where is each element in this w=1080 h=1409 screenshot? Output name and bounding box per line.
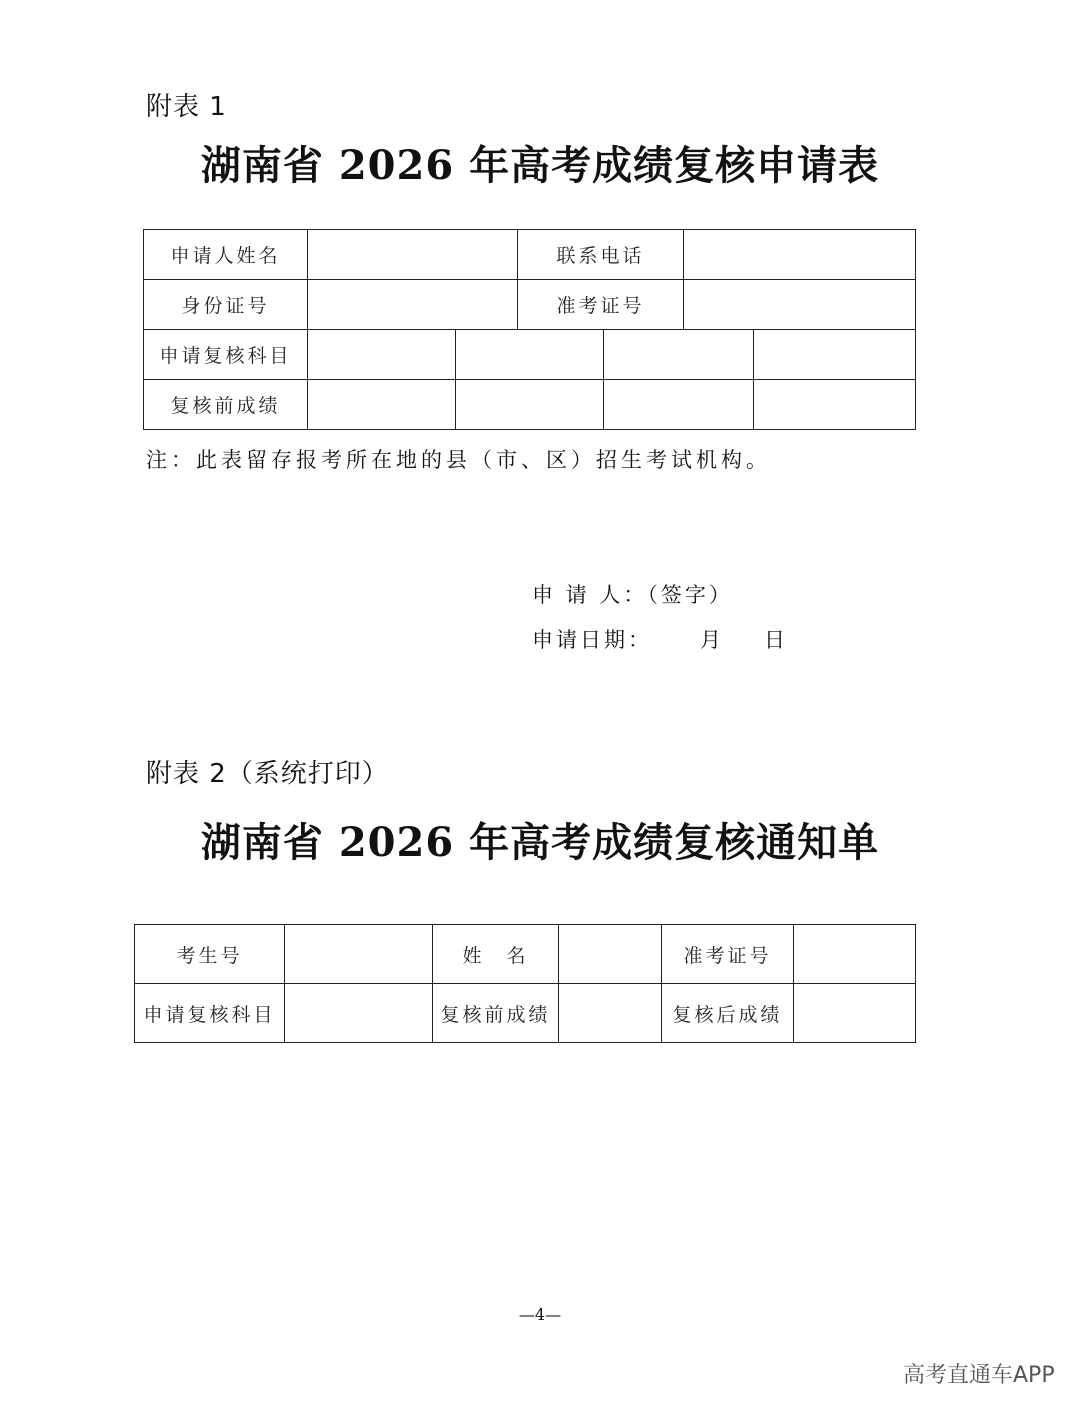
admission-number-cell — [794, 925, 916, 984]
subjects-label: 申请复核科目 — [144, 330, 308, 380]
scores-before-cell — [559, 984, 662, 1043]
admission-number-label: 准考证号 — [518, 280, 684, 330]
phone-label: 联系电话 — [518, 230, 684, 280]
admission-number-cell[interactable] — [684, 280, 916, 330]
date-label: 申请日期： — [532, 628, 652, 652]
scores-before-label: 复核前成绩 — [433, 984, 559, 1043]
applicant-name-label: 申请人姓名 — [144, 230, 308, 280]
subject-cell[interactable] — [604, 330, 754, 380]
score-cell[interactable] — [456, 380, 604, 430]
scores-after-cell — [794, 984, 916, 1043]
admission-number-label: 准考证号 — [662, 925, 794, 984]
date-month: 月 — [700, 628, 724, 652]
annex2-label: 附表 2（系统打印） — [146, 759, 389, 789]
subject-cell[interactable] — [754, 330, 916, 380]
watermark: 高考直通车APP — [903, 1363, 1055, 1388]
score-cell[interactable] — [604, 380, 754, 430]
page-number: —4— — [518, 1305, 562, 1324]
phone-cell[interactable] — [684, 230, 916, 280]
exam-number-label: 考生号 — [135, 925, 285, 984]
notice-table — [134, 924, 916, 1043]
exam-number-cell — [285, 925, 433, 984]
scores-before-label: 复核前成绩 — [144, 380, 308, 430]
application-table — [143, 229, 916, 430]
id-number-label: 身份证号 — [144, 280, 308, 330]
signature-line: 申 请 人：（签字） — [532, 583, 733, 607]
subjects-cell — [285, 984, 433, 1043]
subjects-label: 申请复核科目 — [135, 984, 285, 1043]
subject-cell[interactable] — [308, 330, 456, 380]
annex2-title: 湖南省 2026 年高考成绩复核通知单 — [200, 819, 880, 866]
scores-after-label: 复核后成绩 — [662, 984, 794, 1043]
annex1-label: 附表 1 — [146, 92, 227, 122]
id-number-cell[interactable] — [308, 280, 518, 330]
score-cell[interactable] — [754, 380, 916, 430]
annex1-title: 湖南省 2026 年高考成绩复核申请表 — [200, 142, 880, 189]
score-cell[interactable] — [308, 380, 456, 430]
date-day: 日 — [764, 628, 788, 652]
name-cell — [559, 925, 662, 984]
applicant-name-cell[interactable] — [308, 230, 518, 280]
storage-note: 注：此表留存报考所在地的县（市、区）招生考试机构。 — [146, 448, 771, 472]
name-label: 姓 名 — [433, 925, 559, 984]
subject-cell[interactable] — [456, 330, 604, 380]
